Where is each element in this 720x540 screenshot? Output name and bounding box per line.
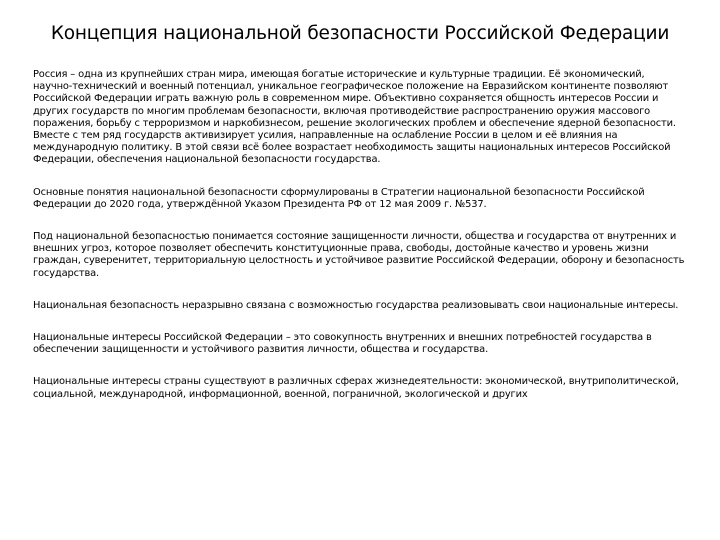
paragraph-interests-definition: Национальные интересы Российской Федерации – это совокупность внутренних и внешних потребностей государства в обеспечении защищенности и устойчивого развития личности, общества и государства. <box>33 332 652 356</box>
slide-body <box>33 69 685 401</box>
paragraph-security-interests-link: Национальная безопасность неразрывно связана с возможностью государства реализовывать свои национальные интересы. <box>33 299 679 311</box>
paragraph-russia-role: Россия – одна из крупнейших стран мира, имеющая богатые исторические и культурные традиции. Её экономический, научно-технический и военный потенциал, уникальное географическое положение на Евразийском континенте позволяют Российской Федерации играть важную роль в современном мире. Объективно сохраняется общность интересов России и других государств по многим проблемам безопасности, включая противодействие распространению оружия массового поражения, борьбу с терроризмом и наркобизнесом, решение экологических проблем и обеспечение ядерной безопасности. Вместе с тем ряд государств активизирует усилия, направленные на ослабление России в целом и её влияния на международную политику. В этой связи всё более возрастает необходимость защиты национальных интересов Российской Федерации, обеспечения национальной безопасности государства. <box>33 69 676 166</box>
paragraph-security-definition: Под национальной безопасностью понимается состояние защищенности личности, общества и государства от внутренних и внешних угроз, которое позволяет обеспечить конституционные права, свободы, достойные качество и уровень жизни граждан, суверенитет, территориальную целостность и устойчивое развитие Российской Федерации, оборону и безопасность государства. <box>33 231 685 279</box>
paragraph-interests-spheres: Национальные интересы страны существуют в различных сферах жизнедеятельности: экономической, внутриполитической, социальной, международной, информационной, военной, пограничной, экологической и других <box>33 376 679 400</box>
slide-title: Концепция национальной безопасности Российской Федерации <box>50 23 670 44</box>
paragraph-strategy-2020: Основные понятия национальной безопасности сформулированы в Стратегии национальной безопасности Российской Федерации до 2020 года, утверждённой Указом Президента РФ от 12 мая 2009 г. №537. <box>33 186 645 210</box>
